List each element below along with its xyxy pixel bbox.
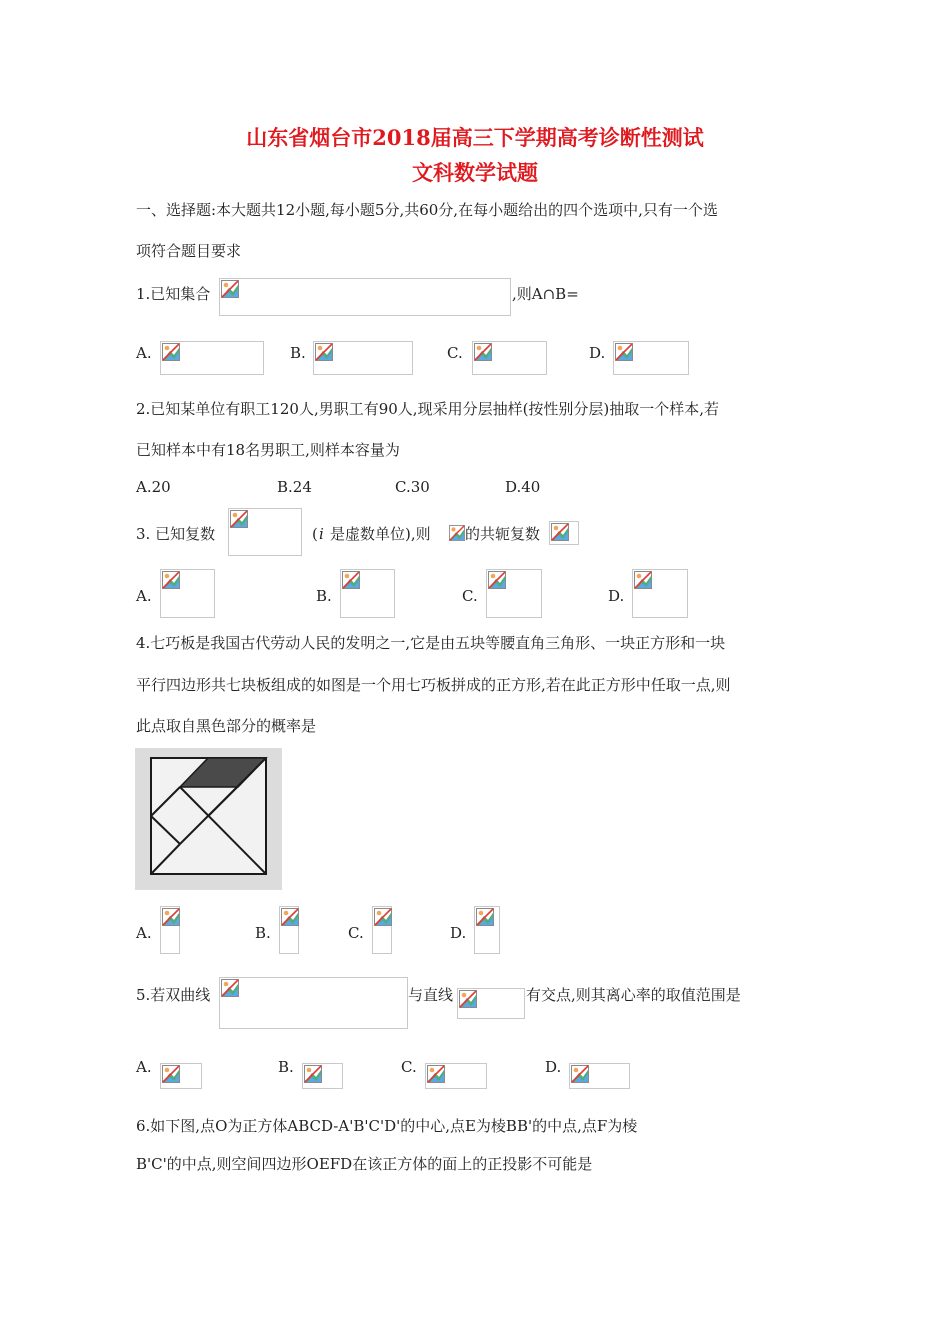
- broken-image-icon: [221, 280, 239, 298]
- q5-option-d-image: [569, 1063, 630, 1089]
- q2-option-b: B.24: [277, 478, 312, 496]
- q1-option-b-label: B.: [290, 344, 306, 362]
- q5-mid: 与直线: [408, 986, 454, 1004]
- broken-image-icon: [374, 908, 392, 926]
- q1-option-a-label: A.: [136, 344, 152, 362]
- broken-image-icon: [634, 571, 652, 589]
- broken-image-icon: [449, 525, 465, 541]
- q3-mid2: 的共轭复数: [465, 525, 541, 543]
- q4-option-a-label: A.: [136, 924, 152, 942]
- q3-prefix: 3. 已知复数: [136, 525, 216, 543]
- broken-image-icon: [162, 908, 180, 926]
- broken-image-icon: [230, 510, 248, 528]
- q3-option-c-label: C.: [462, 587, 478, 605]
- q3-option-b-label: B.: [316, 587, 332, 605]
- broken-image-icon: [571, 1065, 589, 1083]
- q5-suffix: 有交点,则其离心率的取值范围是: [526, 986, 741, 1004]
- q1-option-c-label: C.: [447, 344, 463, 362]
- section-instructions-line2: 项符合题目要求: [136, 242, 242, 260]
- q5-option-a-label: A.: [136, 1058, 152, 1076]
- q1-option-c-image: [472, 341, 547, 375]
- q3-imaginary-unit: i: [319, 525, 324, 543]
- q2-line1: 2.已知某单位有职工120人,男职工有90人,现采用分层抽样(按性别分层)抽取一个样本,若: [136, 400, 720, 418]
- q5-option-b-image: [302, 1063, 343, 1089]
- q1-formula-image: [219, 278, 511, 316]
- q3-formula-image: [228, 508, 302, 556]
- q3-option-a-label: A.: [136, 587, 152, 605]
- broken-image-icon: [342, 571, 360, 589]
- q4-line1: 4.七巧板是我国古代劳动人民的发明之一,它是由五块等腰直角三角形、一块正方形和一块: [136, 634, 726, 652]
- page-subtitle: 文科数学试题: [412, 160, 538, 185]
- q1-suffix: ,则A∩B=: [512, 285, 579, 303]
- broken-image-icon: [221, 979, 239, 997]
- broken-image-icon: [615, 343, 633, 361]
- q3-option-a-image: [160, 569, 215, 618]
- q5-hyperbola-image: [219, 977, 408, 1029]
- q1-prefix: 1.已知集合: [136, 285, 211, 303]
- q1-option-d-label: D.: [589, 344, 606, 362]
- q4-option-b-label: B.: [255, 924, 271, 942]
- broken-image-icon: [162, 571, 180, 589]
- page-title: 山东省烟台市2018届高三下学期高考诊断性测试: [246, 125, 704, 150]
- q2-option-d: D.40: [505, 478, 541, 496]
- q3-option-c-image: [486, 569, 542, 618]
- q5-option-c-image: [425, 1063, 487, 1089]
- section-instructions-line1: 一、选择题:本大题共12小题,每小题5分,共60分,在每小题给出的四个选项中,只有一个选: [136, 201, 718, 219]
- q4-option-d-label: D.: [450, 924, 467, 942]
- broken-image-icon: [162, 1065, 180, 1083]
- broken-image-icon: [162, 343, 180, 361]
- q4-line2: 平行四边形共七块板组成的如图是一个用七巧板拼成的正方形,若在此正方形中任取一点,则: [136, 676, 731, 694]
- q2-option-c: C.30: [395, 478, 430, 496]
- q5-line-image: [457, 988, 525, 1019]
- q4-option-d-image: [474, 906, 500, 954]
- q4-option-b-image: [279, 906, 299, 954]
- q5-prefix: 5.若双曲线: [136, 986, 211, 1004]
- broken-image-icon: [427, 1065, 445, 1083]
- broken-image-icon: [281, 908, 299, 926]
- q6-line2: B'C'的中点,则空间四边形OEFD在该正方体的面上的正投影不可能是: [136, 1155, 593, 1173]
- q3-open-paren: (: [312, 525, 318, 543]
- q6-line1: 6.如下图,点O为正方体ABCD-A'B'C'D'的中心,点E为棱BB'的中点,点F为棱: [136, 1117, 638, 1135]
- q4-option-c-label: C.: [348, 924, 364, 942]
- q3-z-image: [449, 525, 465, 542]
- tangram-figure: [135, 748, 282, 890]
- q3-conjugate-image: [549, 521, 579, 545]
- q1-option-d-image: [613, 341, 689, 375]
- broken-image-icon: [315, 343, 333, 361]
- q1-option-a-image: [160, 341, 264, 375]
- broken-image-icon: [304, 1065, 322, 1083]
- q5-option-a-image: [160, 1063, 202, 1089]
- q2-option-a: A.20: [136, 478, 171, 496]
- q3-option-d-image: [632, 569, 688, 618]
- q3-option-b-image: [340, 569, 395, 618]
- broken-image-icon: [459, 990, 477, 1008]
- q4-option-a-image: [160, 906, 180, 954]
- q4-option-c-image: [372, 906, 392, 954]
- broken-image-icon: [476, 908, 494, 926]
- broken-image-icon: [474, 343, 492, 361]
- q2-line2: 已知样本中有18名男职工,则样本容量为: [136, 441, 400, 459]
- q5-option-b-label: B.: [278, 1058, 294, 1076]
- broken-image-icon: [488, 571, 506, 589]
- q4-line3: 此点取自黑色部分的概率是: [136, 717, 317, 735]
- q3-mid1: 是虚数单位),则: [330, 525, 431, 543]
- q5-option-d-label: D.: [545, 1058, 562, 1076]
- q5-option-c-label: C.: [401, 1058, 417, 1076]
- q3-option-d-label: D.: [608, 587, 625, 605]
- broken-image-icon: [551, 523, 569, 541]
- q1-option-b-image: [313, 341, 413, 375]
